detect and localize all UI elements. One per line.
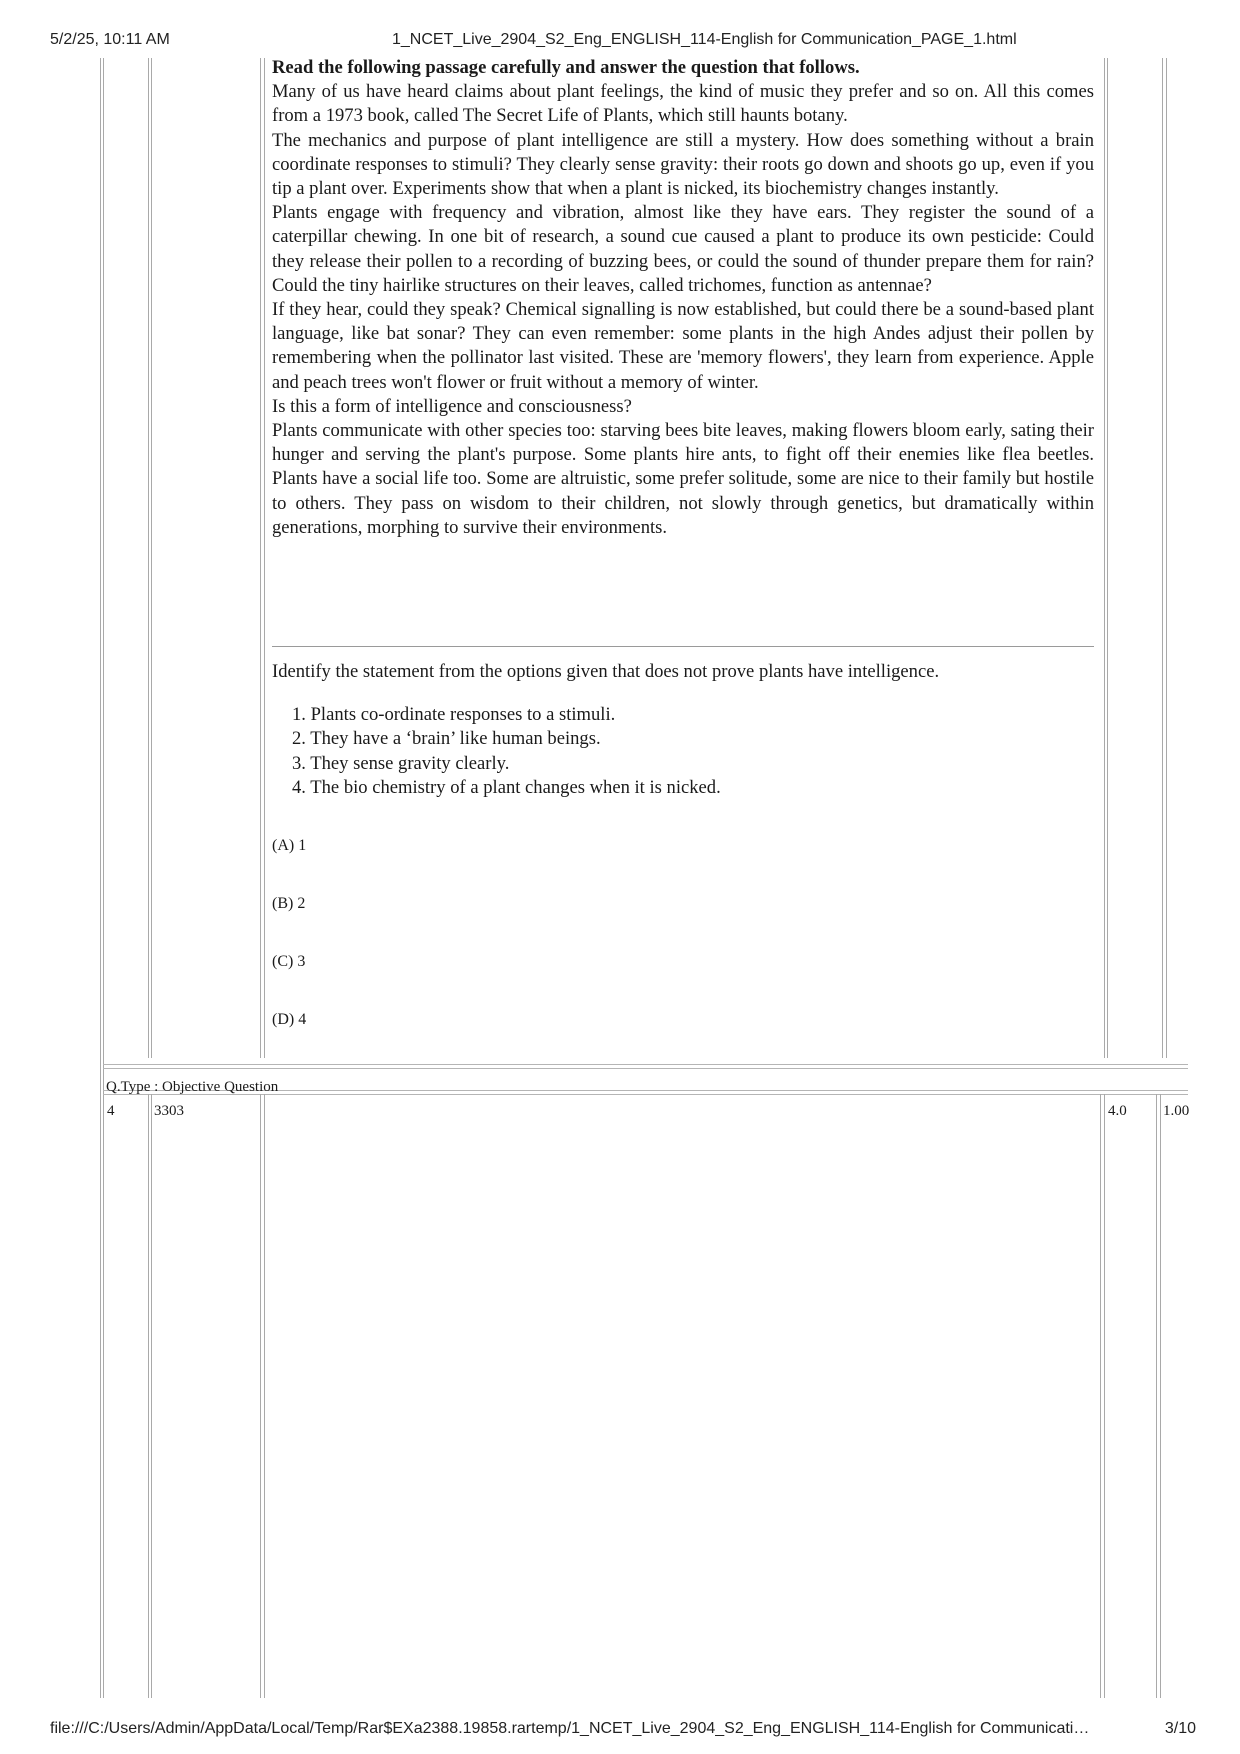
passage-paragraph: Plants communicate with other species too: starving bees bite leaves, making flowers bloom early, sating their hunger and serving the plant's purpose. Some plants hire ants, to fight off their enemies like flea beetles. Plants have a social life too. Some are altruistic, some prefer solitude, some are nice to their family but hostile to others. They pass on wisdom to their children, not slowly through genetics, but dramatically within generations, morphing to survive their environments. bbox=[272, 420, 1094, 538]
column-divider-serial bbox=[151, 58, 152, 1058]
cell-border bbox=[151, 1094, 152, 1698]
passage-divider bbox=[272, 646, 1094, 647]
row-separator bbox=[103, 1068, 1188, 1069]
table-border-left-inner bbox=[103, 58, 104, 1698]
cell-border bbox=[260, 1094, 261, 1698]
column-divider-id bbox=[260, 58, 261, 1058]
question-prompt: Identify the statement from the options given that does not prove plants have intelligence. bbox=[272, 661, 940, 682]
passage-paragraph: Is this a form of intelligence and consciousness? bbox=[272, 395, 632, 417]
cell-border bbox=[1156, 1094, 1157, 1698]
statement-list bbox=[292, 703, 721, 800]
column-divider-serial bbox=[148, 58, 149, 1058]
cell-border bbox=[264, 1094, 265, 1698]
passage-paragraph: Plants engage with frequency and vibration, almost like they have ears. They register the sound of a caterpillar chewing. In one bit of research, a sound cue caused a plant to produce its own pesticide: Could they release their pollen to a recording of buzzing bees, or could the sound of thunder prepare them for rain? Could the tiny hairlike structures on their leaves, called trichomes, function as antennae? bbox=[272, 202, 1094, 296]
column-divider-id bbox=[264, 58, 265, 1058]
column-divider-content bbox=[1104, 58, 1105, 1058]
reading-passage bbox=[272, 56, 1094, 540]
question-serial: 4 bbox=[107, 1103, 115, 1119]
print-file-path: file:///C:/Users/Admin/AppData/Local/Temp/Rar$EXa2388.19858.rartemp/1_NCET_Live_2904_S2_Eng_ENGLISH_114-English for Communicati… bbox=[50, 1720, 1090, 1737]
column-divider-marks bbox=[1162, 58, 1163, 1058]
statement-item: 2. They have a ‘brain’ like human beings. bbox=[292, 728, 601, 750]
option-b: (B) 2 bbox=[272, 895, 306, 912]
print-page-title: 1_NCET_Live_2904_S2_Eng_ENGLISH_114-English for Communication_PAGE_1.html bbox=[392, 31, 1017, 48]
option-a: (A) 1 bbox=[272, 837, 307, 854]
column-divider-negative bbox=[1166, 58, 1167, 1058]
passage-paragraph: The mechanics and purpose of plant intelligence are still a mystery. How does something without a brain coordinate responses to stimuli? They clearly sense gravity: their roots go down and shoots go up, even if you tip a plant over. Experiments show that when a plant is nicked, its biochemistry changes instantly. bbox=[272, 129, 1094, 200]
statement-item: 3. They sense gravity clearly. bbox=[292, 752, 510, 774]
statement-item: 4. The bio chemistry of a plant changes when it is nicked. bbox=[292, 776, 721, 798]
cell-border bbox=[1160, 1094, 1161, 1698]
question-negative-marks: 1.00 bbox=[1163, 1103, 1189, 1119]
passage-paragraph: Many of us have heard claims about plant feelings, the kind of music they prefer and so on. All this comes from a 1973 book, called The Secret Life of Plants, which still haunts botany. bbox=[272, 81, 1094, 127]
print-page-number: 3/10 bbox=[1164, 1720, 1196, 1737]
question-type-label: Q.Type : Objective Question bbox=[106, 1079, 279, 1095]
table-border-left-outer bbox=[100, 58, 101, 1698]
print-header bbox=[0, 31, 1240, 53]
cell-border bbox=[1104, 1094, 1105, 1698]
cell-border bbox=[148, 1094, 149, 1698]
print-datetime: 5/2/25, 10:11 AM bbox=[50, 31, 170, 48]
statement-item: 1. Plants co-ordinate responses to a stimuli. bbox=[292, 704, 616, 725]
question-marks: 4.0 bbox=[1108, 1103, 1127, 1119]
column-divider-marks bbox=[1107, 58, 1108, 1058]
print-footer bbox=[0, 1720, 1240, 1742]
passage-heading: Read the following passage carefully and answer the question that follows. bbox=[272, 57, 860, 78]
cell-border bbox=[1100, 1094, 1101, 1698]
passage-paragraph: If they hear, could they speak? Chemical signalling is now established, but could there be a sound-based plant language, like bat sonar? They can even remember: some plants in the high Andes adjust their pollen by remembering when the pollinator last visited. These are 'memory flowers', they learn from experience. Apple and peach trees won't flower or fruit without a memory of winter. bbox=[272, 299, 1094, 393]
option-d: (D) 4 bbox=[272, 1011, 307, 1028]
question-id: 3303 bbox=[154, 1103, 184, 1119]
option-c: (C) 3 bbox=[272, 953, 306, 970]
row-separator bbox=[103, 1064, 1188, 1065]
